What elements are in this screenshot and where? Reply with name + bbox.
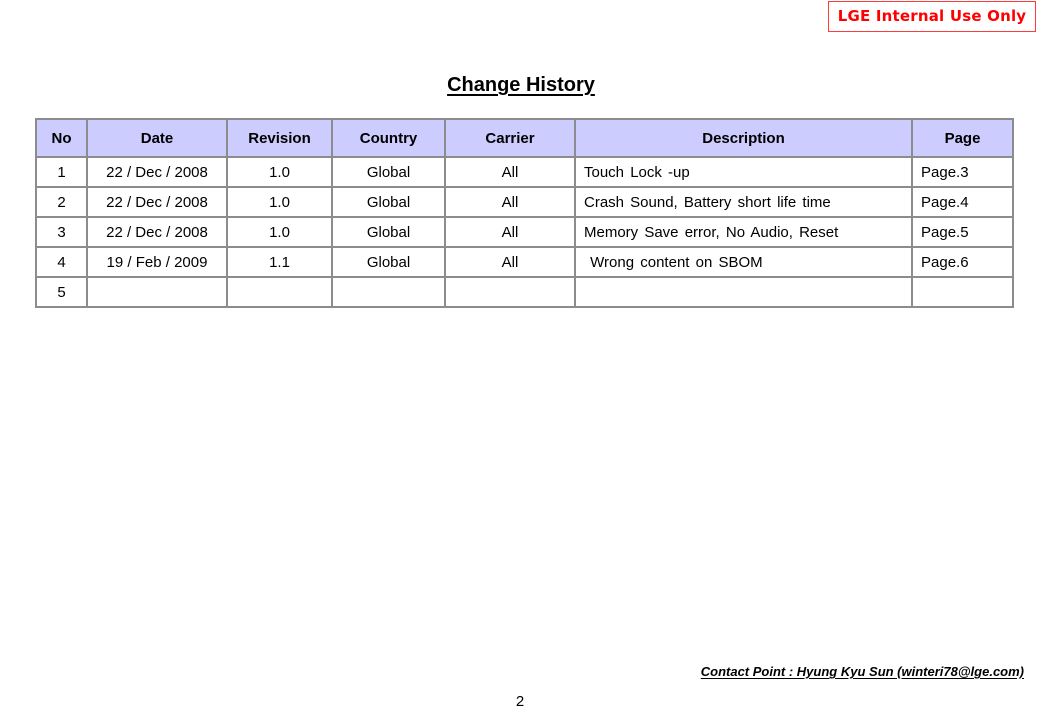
page-title: Change History xyxy=(447,74,595,96)
cell-no: 4 xyxy=(36,247,87,277)
cell-description: Touch Lock -up xyxy=(575,157,912,187)
cell-date: 22 / Dec / 2008 xyxy=(87,187,227,217)
cell-no: 5 xyxy=(36,277,87,307)
cell-no: 2 xyxy=(36,187,87,217)
cell-carrier xyxy=(445,277,575,307)
cell-revision: 1.0 xyxy=(227,157,332,187)
cell-no: 3 xyxy=(36,217,87,247)
cell-page xyxy=(912,277,1013,307)
cell-page: Page.3 xyxy=(912,157,1013,187)
cell-country: Global xyxy=(332,217,445,247)
cell-carrier: All xyxy=(445,247,575,277)
cell-date xyxy=(87,277,227,307)
table-row xyxy=(36,217,1013,247)
table-row xyxy=(36,187,1013,217)
cell-country: Global xyxy=(332,247,445,277)
table-row xyxy=(36,157,1013,187)
table-header-row xyxy=(36,119,1013,157)
cell-date: 19 / Feb / 2009 xyxy=(87,247,227,277)
change-history-table xyxy=(35,118,1014,308)
header-date: Date xyxy=(87,119,227,157)
cell-page: Page.4 xyxy=(912,187,1013,217)
cell-carrier: All xyxy=(445,157,575,187)
header-carrier: Carrier xyxy=(445,119,575,157)
cell-date: 22 / Dec / 2008 xyxy=(87,217,227,247)
cell-description xyxy=(575,277,912,307)
contact-point[interactable]: Contact Point : Hyung Kyu Sun (winteri78@lge.com) xyxy=(700,664,1024,679)
cell-country: Global xyxy=(332,157,445,187)
header-description: Description xyxy=(575,119,912,157)
header-no: No xyxy=(36,119,87,157)
page-number: 2 xyxy=(515,693,525,710)
cell-carrier: All xyxy=(445,217,575,247)
cell-country xyxy=(332,277,445,307)
cell-description: Wrong content on SBOM xyxy=(575,247,912,277)
cell-page: Page.5 xyxy=(912,217,1013,247)
cell-page: Page.6 xyxy=(912,247,1013,277)
cell-description: Memory Save error, No Audio, Reset xyxy=(575,217,912,247)
cell-revision: 1.0 xyxy=(227,217,332,247)
cell-revision: 1.0 xyxy=(227,187,332,217)
cell-carrier: All xyxy=(445,187,575,217)
cell-country: Global xyxy=(332,187,445,217)
cell-no: 1 xyxy=(36,157,87,187)
cell-date: 22 / Dec / 2008 xyxy=(87,157,227,187)
header-page: Page xyxy=(912,119,1013,157)
cell-revision: 1.1 xyxy=(227,247,332,277)
internal-use-badge: LGE Internal Use Only xyxy=(828,1,1036,32)
header-revision: Revision xyxy=(227,119,332,157)
table-row xyxy=(36,277,1013,307)
cell-description: Crash Sound, Battery short life time xyxy=(575,187,912,217)
page-title-wrap xyxy=(0,74,1040,97)
header-country: Country xyxy=(332,119,445,157)
table-row xyxy=(36,247,1013,277)
cell-revision xyxy=(227,277,332,307)
